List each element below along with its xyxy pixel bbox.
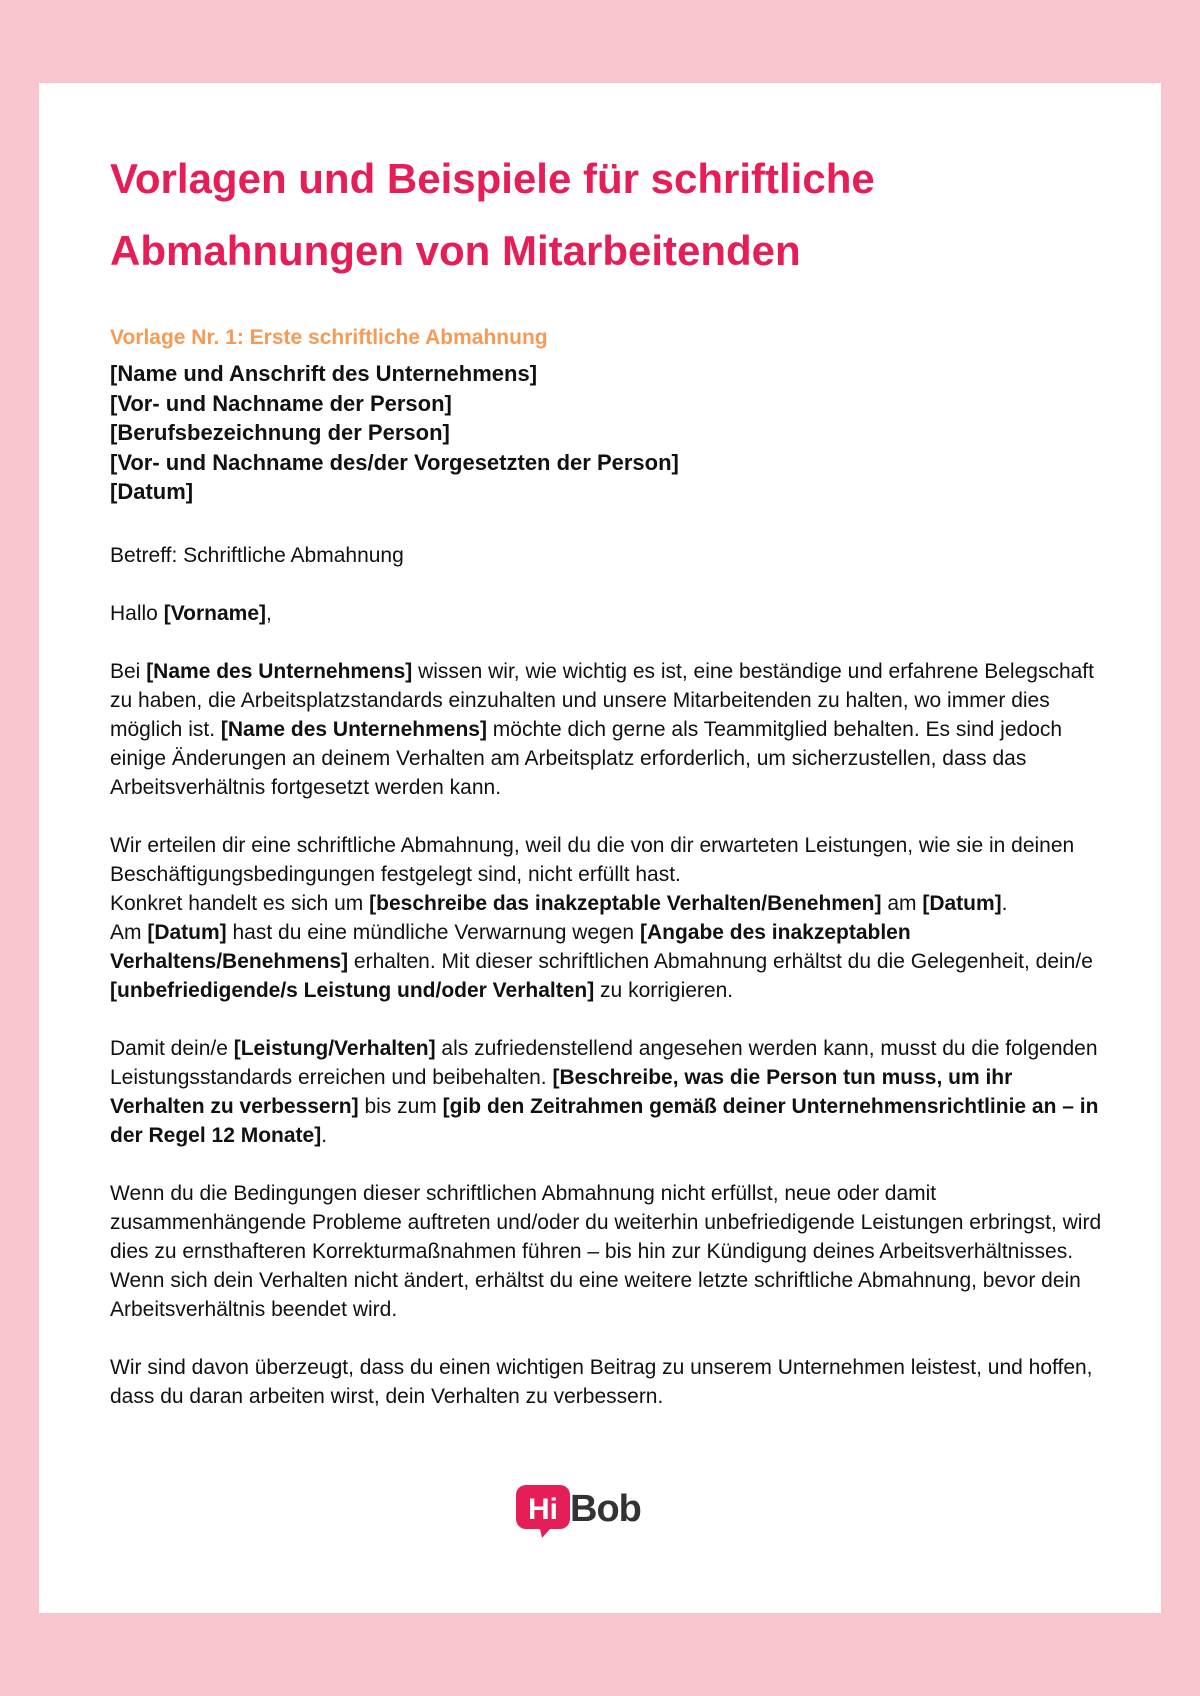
text-run: am xyxy=(881,891,923,915)
text-run: . xyxy=(1001,891,1008,915)
header-company-address: [Name und Anschrift des Unternehmens] xyxy=(110,361,538,386)
placeholder-behavior: [beschreibe das inakzeptable Verhalten/Benehmen] xyxy=(369,891,882,915)
letter-greeting xyxy=(110,599,1110,628)
placeholder-performance-behavior: [Leistung/Verhalten] xyxy=(233,1036,436,1060)
text-run: Wir erteilen dir eine schriftliche Abmahnung, weil du die von dir erwarteten Leistungen, wie sie in deinen Beschäftigungsbedingungen festgelegt sind, nicht erfüllt hast. xyxy=(110,833,1075,886)
text-run: als zufriedenstellend angesehen werden kann, musst du die folgenden Leistungsstandards erreichen und beibehalten. xyxy=(110,1036,1098,1089)
paragraph-reason xyxy=(110,831,1110,1005)
header-supervisor-name: [Vor- und Nachname des/der Vorgesetzten der Person] xyxy=(110,449,679,475)
document-title xyxy=(110,143,1110,287)
text-run: Konkret handelt es sich um xyxy=(110,891,370,915)
text-run: hast du eine mündliche Verwarnung wegen xyxy=(226,920,640,944)
text-run: Damit dein/e xyxy=(110,1036,234,1060)
logo-brand-prefix: Hi xyxy=(528,1493,558,1526)
text-run: bis zum xyxy=(358,1094,443,1118)
title-line-2: Abmahnungen von Mitarbeitenden xyxy=(110,227,801,274)
header-person-name: [Vor- und Nachname der Person] xyxy=(110,390,452,416)
letter-header xyxy=(110,359,1110,507)
hibob-speech-bubble-icon xyxy=(516,1483,572,1539)
paragraph-closing: Wir sind davon überzeugt, dass du einen wichtigen Beitrag zu unserem Unternehmen leistest, und hoffen, dass du daran arbeiten wirst, dein Verhalten zu verbessern. xyxy=(110,1355,1093,1408)
template-subtitle: Vorlage Nr. 1: Erste schriftliche Abmahnung xyxy=(110,326,548,349)
text-run: Am xyxy=(110,920,148,944)
placeholder-performance: [unbefriedigende/s Leistung und/oder Verhalten] xyxy=(110,978,595,1002)
text-run: Wenn sich dein Verhalten nicht ändert, erhältst du eine weitere letzte schriftliche Abmahnung, bevor dein Arbeitsverhältnis beendet wird. xyxy=(110,1268,1081,1321)
placeholder-company-name: [Name des Unternehmens] xyxy=(220,717,487,741)
placeholder-company-name: [Name des Unternehmens] xyxy=(146,659,413,683)
text-run: wissen wir, wie wichtig es ist, eine beständige und erfahrene Belegschaft zu haben, die Arbeitsplatzstandards einzuhalten und unsere Mitarbeitenden zu halten, wo immer dies möglich ist. xyxy=(110,659,1094,741)
greeting-prefix: Hallo xyxy=(110,601,164,625)
text-run: möchte dich gerne als Teammitglied behalten. Es sind jedoch einige Änderungen an deinem Verhalten am Arbeitsplatz erforderlich, um sicherzustellen, dass das Arbeitsverhältnis fortgesetzt werden kann. xyxy=(110,717,1063,799)
placeholder-improvement-actions: [Beschreibe, was die Person tun muss, um ihr Verhalten zu verbessern] xyxy=(110,1065,1013,1118)
text-run: Wenn du die Bedingungen dieser schriftlichen Abmahnung nicht erfüllst, neue oder damit zusammenhängende Probleme auftreten und/oder du weiterhin unbefriedigende Leistungen erbringst, wird dies zu ernsthafteren Korrekturmaßnahmen führen – bis hin zur Kündigung deines Arbeitsverhältnisses. xyxy=(110,1181,1102,1263)
text-run: zu korrigieren. xyxy=(594,978,734,1002)
placeholder-timeframe: [gib den Zeitrahmen gemäß deiner Unternehmensrichtlinie an – in der Regel 12 Monate] xyxy=(110,1094,1099,1147)
placeholder-unacceptable-behavior: [Angabe des inakzeptablen Verhaltens/Benehmens] xyxy=(110,920,911,973)
header-date: [Datum] xyxy=(110,479,194,504)
header-job-title: [Berufsbezeichnung der Person] xyxy=(110,420,450,445)
greeting-name-placeholder: [Vorname] xyxy=(163,601,266,625)
letter-subject: Betreff: Schriftliche Abmahnung xyxy=(110,543,404,567)
greeting-suffix: , xyxy=(266,601,272,625)
document-content xyxy=(110,143,1110,1411)
text-run: erhalten. Mit dieser schriftlichen Abmahnung erhältst du die Gelegenheit, dein/e xyxy=(348,949,1093,973)
paragraph-standards xyxy=(110,1034,1110,1150)
placeholder-date: [Datum] xyxy=(147,920,227,944)
paragraph-consequences xyxy=(110,1179,1110,1324)
placeholder-date: [Datum] xyxy=(922,891,1002,915)
text-run: Bei xyxy=(110,659,147,683)
title-line-1: Vorlagen und Beispiele für schriftliche xyxy=(110,155,875,202)
text-run: . xyxy=(321,1123,328,1147)
hibob-logo xyxy=(516,1483,646,1539)
logo-brand-suffix: Bob xyxy=(570,1488,641,1530)
paragraph-intro xyxy=(110,657,1110,802)
document-page xyxy=(39,83,1161,1613)
